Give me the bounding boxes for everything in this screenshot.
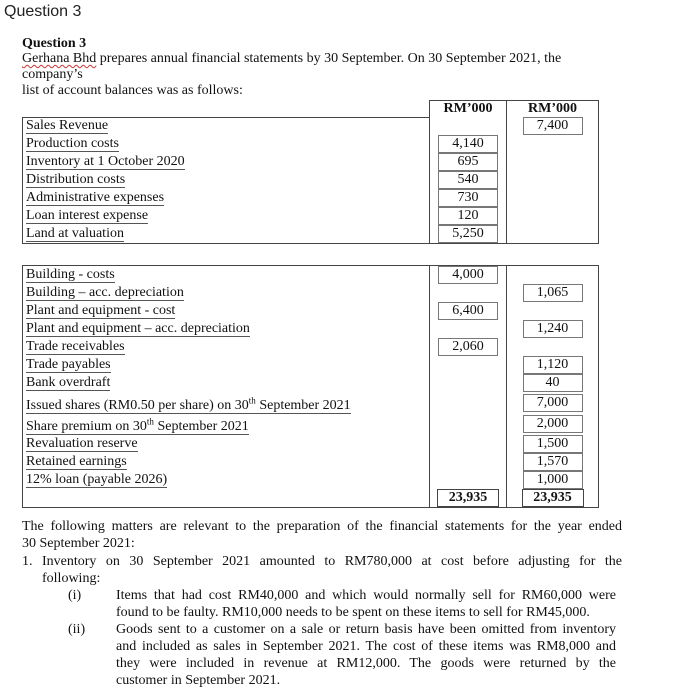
table-row — [23, 392, 599, 414]
intro-text-line2: list of account balances was as follows: — [22, 83, 243, 98]
table-row — [23, 207, 599, 225]
account-label: Retained earnings — [26, 454, 127, 470]
account-label: 12% loan (payable 2026) — [26, 472, 168, 488]
credit-col-header: RM’000 — [507, 101, 599, 118]
table-row — [23, 302, 599, 320]
sub-ii-line2: and included as sales in September 2021. The cost of these items was RM8,000 and — [116, 639, 616, 654]
account-label: Building - costs — [26, 267, 115, 282]
credit-value: 7,400 — [523, 117, 583, 135]
matters-intro — [22, 518, 622, 552]
credit-value: 1,000 — [523, 471, 583, 489]
label-part: September 2021 — [153, 419, 249, 435]
sub-i-line2: found to be faulty. RM10,000 needs to be spent on these items to sell for RM45,000. — [116, 605, 590, 620]
table-row — [23, 435, 599, 453]
table-row — [23, 189, 599, 207]
debit-value: 4,000 — [438, 266, 498, 284]
table-row — [23, 171, 599, 189]
table-row — [23, 284, 599, 302]
header-title: Question 3 — [4, 3, 82, 20]
table-header-row — [23, 101, 599, 118]
credit-value: 1,065 — [523, 284, 583, 302]
table-row — [23, 266, 599, 285]
debit-value: 730 — [438, 189, 498, 207]
balances-table-2 — [22, 265, 599, 508]
account-label: Plant and equipment – acc. depreciation — [26, 321, 250, 336]
debit-value: 695 — [438, 153, 498, 171]
debit-value: 540 — [438, 171, 498, 189]
debit-value: 5,250 — [438, 225, 498, 243]
account-label: Sales Revenue — [26, 118, 109, 134]
account-label: Land at valuation — [26, 226, 124, 241]
total-debit: 23,935 — [437, 489, 499, 507]
account-label: Revaluation reserve — [26, 436, 138, 452]
account-label: Loan interest expense — [26, 208, 149, 223]
credit-value: 2,000 — [523, 415, 583, 433]
account-label: Distribution costs — [26, 172, 126, 187]
credit-value: 1,120 — [523, 356, 583, 374]
table-row — [23, 135, 599, 153]
credit-value: 1,500 — [523, 435, 583, 453]
table-row — [23, 338, 599, 356]
table-row — [23, 471, 599, 489]
intro-text: prepares annual financial statements by 30 September. On 30 September 2021, the company’s — [22, 51, 562, 82]
sub-i-line1: Items that had cost RM40,000 and which would normally sell for RM60,000 were — [116, 588, 616, 603]
total-row — [23, 489, 599, 508]
table-row — [23, 414, 599, 436]
label-superscript: th — [146, 416, 154, 427]
matters-intro-line2: 30 September 2021: — [22, 536, 135, 551]
account-label — [26, 416, 249, 435]
table-row — [23, 225, 599, 244]
label-part: Issued shares (RM0.50 per share) on 30 — [26, 397, 249, 413]
account-label: Bank overdraft — [26, 375, 111, 390]
account-label: Trade receivables — [26, 339, 125, 354]
sub-ii-line3: they were included in revenue at RM12,000. The goods were returned by the — [116, 656, 616, 671]
question-title: Question 3 — [22, 36, 87, 51]
matters-intro-line1: The following matters are relevant to the preparation of the financial statements for the year ended — [22, 519, 622, 534]
question-intro — [22, 51, 622, 99]
table-row — [23, 374, 599, 392]
item-number: 1. — [22, 554, 33, 569]
item1-line2: following: — [42, 571, 101, 586]
debit-value: 6,400 — [438, 302, 498, 320]
label-part: Share premium on 30 — [26, 419, 147, 435]
window-header — [0, 0, 687, 26]
item1-line1: Inventory on 30 September 2021 amounted to RM780,000 at cost before adjusting for the — [42, 554, 622, 569]
credit-value: 7,000 — [523, 394, 583, 412]
table-row — [23, 117, 599, 135]
debit-col-header: RM’000 — [430, 101, 507, 118]
account-label — [26, 395, 351, 414]
balances-table-1 — [22, 100, 599, 244]
total-credit: 23,935 — [522, 489, 584, 507]
sub-ii-line4: customer in September 2021. — [116, 673, 281, 688]
account-label: Building – acc. depreciation — [26, 285, 184, 300]
table-row — [23, 356, 599, 374]
table-row — [23, 153, 599, 171]
credit-value: 40 — [523, 374, 583, 392]
debit-value: 2,060 — [438, 338, 498, 356]
account-label: Inventory at 1 October 2020 — [26, 154, 185, 169]
credit-value: 1,570 — [523, 453, 583, 471]
account-label: Production costs — [26, 136, 119, 151]
debit-value: 4,140 — [438, 135, 498, 153]
account-label: Plant and equipment - cost — [26, 303, 176, 318]
credit-value: 1,240 — [523, 320, 583, 338]
sub-item-number: (i) — [68, 588, 82, 603]
label-part: September 2021 — [255, 397, 351, 413]
debit-value: 120 — [438, 207, 498, 225]
table-row — [23, 320, 599, 338]
company-name: Gerhana Bhd — [22, 51, 97, 66]
table-row — [23, 453, 599, 471]
sub-item-number: (ii) — [68, 622, 86, 637]
account-label: Trade payables — [26, 357, 111, 372]
account-label: Administrative expenses — [26, 190, 165, 205]
sub-ii-line1: Goods sent to a customer on a sale or return basis have been omitted from inventory — [116, 622, 616, 637]
label-superscript: th — [248, 395, 256, 405]
